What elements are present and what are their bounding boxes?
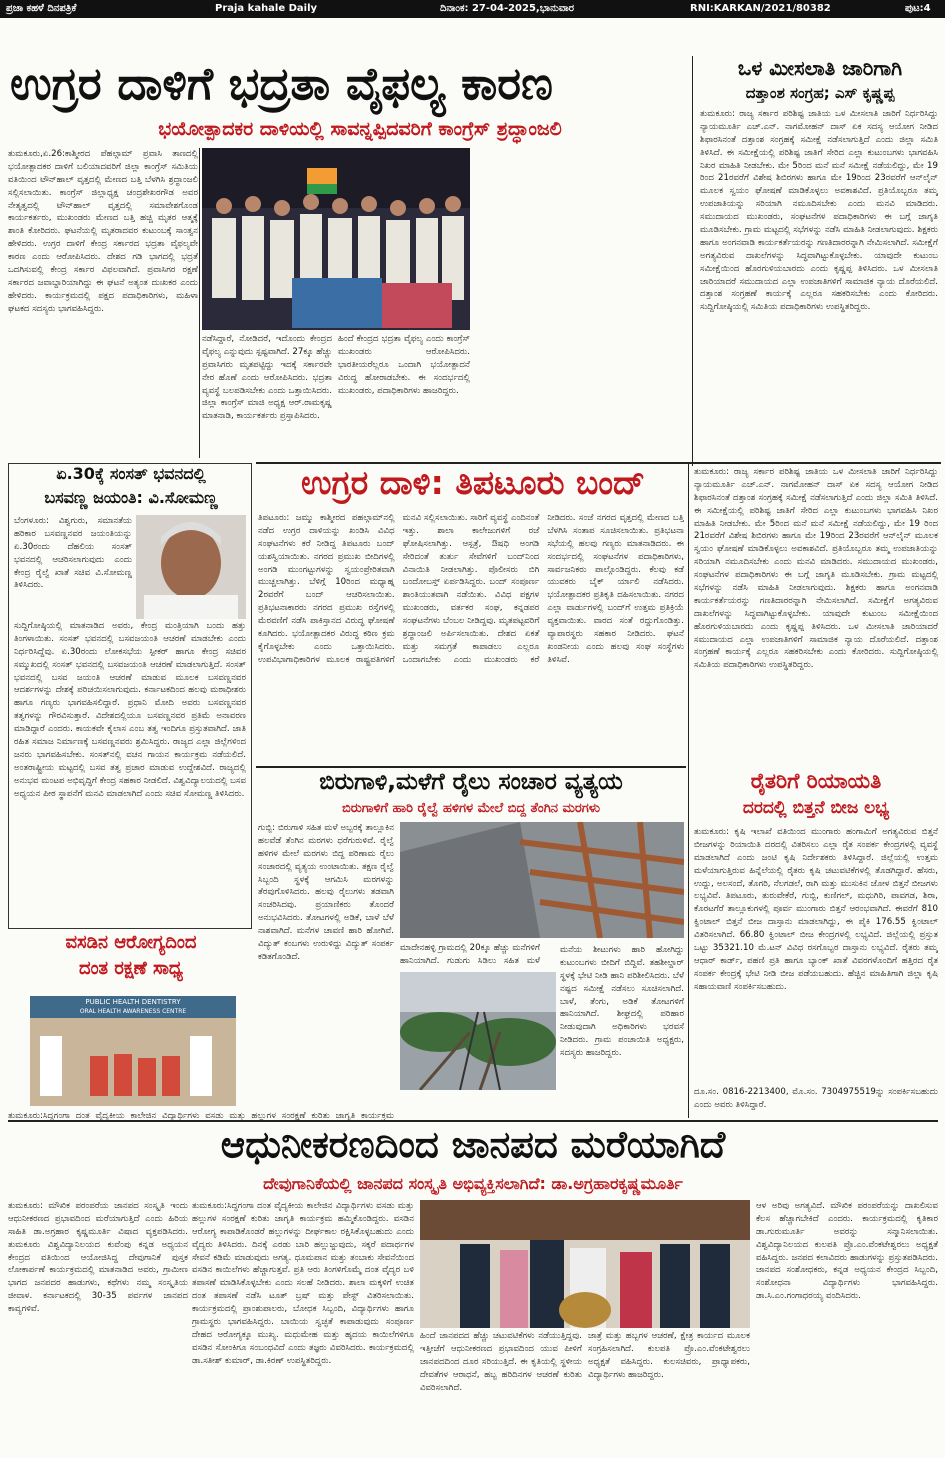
rni-number: RNI:KARKAN/2021/80382 bbox=[690, 3, 831, 14]
dental-headline-2: ದಂತ ರಕ್ಷಣೆ ಸಾಧ್ಯ bbox=[78, 960, 184, 979]
lead-story-col2: ನಡೆಸಿದ್ದಾರೆ, ನೋಡಿದರೆ, ಇದೊಂದು ಕೇಂದ್ರದ ವೈಫಲ್ಯ ಎನ್ನುವುದು ಸ್ಪಷ್ಟವಾಗಿದೆ. 27ಕ್ಕೂ ಹೆಚ್ಚು ಪ್ರವಾಸಿಗರು ಮೃತಪಟ್ಟಿದ್ದು ಇದಕ್ಕೆ ಸರ್ಕಾರವೇ ನೇರ ಹೊಣೆ ಎಂದು ಆರೋಪಿಸಿದರು. ಭದ್ರತಾ ವ್ಯವಸ್ಥೆ ಬಲಪಡಿಸಬೇಕು ಎಂದು ಒತ್ತಾಯಿಸಿದರು. ಜಿಲ್ಲಾ ಕಾಂಗ್ರೆಸ್ ಮಾಜಿ ಅಧ್ಯಕ್ಷ ಆರ್.ರಾಮಕೃಷ್ಣ ಮಾತನಾಡಿ, ಕಾರ್ಯಕರ್ತರು ಪ್ರಸ್ತಾಪಿಸಿದರು. bbox=[202, 334, 332, 422]
congress-tribute-image bbox=[202, 148, 470, 330]
rain-train-subhead: ಬಿರುಗಾಳಿಗೆ ಹಾರಿ ರೈಲ್ವೆ ಹಳಿಗಳ ಮೇಲೆ ಬಿದ್ದ ತೆಂಗಿನ ಮರಗಳು bbox=[341, 802, 601, 816]
dental-story-body: ತುಮಕೂರು:ಸಿದ್ಧಗಂಗಾ ದಂತ ವೈದ್ಯಕೀಯ ಕಾಲೇಜಿನ ವಿದ್ಯಾರ್ಥಿಗಳು ವಸಡು ಮತ್ತು ಹಲ್ಲುಗಳ ಸಂರಕ್ಷಣೆ ಕುರಿತು ಜಾಗೃತಿ ಕಾರ್ಯಕ್ರಮ bbox=[8, 1111, 394, 1120]
fallen-tree-rail-photo bbox=[400, 972, 556, 1090]
basava-headline-1: ಏ.30ಕ್ಕೆ ಸಂಸತ್ ಭವನದಲ್ಲಿ bbox=[56, 466, 206, 483]
page-number: ಪುಟ:4 bbox=[905, 3, 931, 14]
column-rule bbox=[692, 56, 693, 466]
tiptur-bandh-headline: ಉಗ್ರರ ದಾಳಿ: ತಿಪಟೂರು ಬಂದ್ bbox=[300, 466, 646, 502]
dental-banner-subtext: ORAL HEALTH AWARENESS CENTRE bbox=[79, 1008, 187, 1015]
section-rule bbox=[256, 462, 941, 464]
folklore-headline: ಆಧುನೀಕರಣದಿಂದ ಜಾನಪದ ಮರೆಯಾಗಿದೆ bbox=[220, 1126, 726, 1166]
column-rule bbox=[688, 462, 689, 768]
book-release-image bbox=[420, 1200, 750, 1328]
rain-photo-caption: ಮಾದೇನಹಳ್ಳಿ ಗ್ರಾಮದಲ್ಲಿ 20ಕ್ಕೂ ಹೆಚ್ಚು ಮನೆಗಳಿಗೆ ಹಾನಿಯಾಗಿದೆ. ಗುಡುಗು ಸಿಡಿಲು ಸಹಿತ ಮಳೆ bbox=[400, 943, 540, 966]
seed-contact: ದೂ.ಸಂ. 0816-2213400, ಮೊ.ಸಂ. 7304975519ನ್ನು ಸಂಪರ್ಕಿಸಬಹುದು ಎಂದು ಅವರು ತಿಳಿಸಿದ್ದಾರೆ. bbox=[694, 1087, 938, 1110]
congress-tribute-photo bbox=[202, 148, 470, 330]
minister-portrait bbox=[136, 515, 246, 619]
rain-story-col3: ಮನೆಯ ಶೀಟುಗಳು ಹಾರಿ ಹೋಗಿದ್ದು ಕುಟುಂಬಗಳು ಬೀದಿಗೆ ಬಿದ್ದಿವೆ. ತಹಶೀಲ್ದಾರ್ ಸ್ಥಳಕ್ಕೆ ಭೇಟಿ ನೀಡಿ ಹಾನಿ ಪರಿಶೀಲಿಸಿದರು. ಬೆಳೆ ನಷ್ಟದ ಸಮೀಕ್ಷೆ ನಡೆಸಲು ಸೂಚಿಸಲಾಗಿದೆ. ಬಾಳೆ, ತೆಂಗು, ಅಡಿಕೆ ತೋಟಗಳಿಗೆ ಹಾನಿಯಾಗಿದೆ. ಶೀಘ್ರದಲ್ಲಿ ಪರಿಹಾರ ನೀಡುವುದಾಗಿ ಅಧಿಕಾರಿಗಳು ಭರವಸೆ ನೀಡಿದರು. ಗ್ರಾಮ ಪಂಚಾಯಿತಿ ಅಧ್ಯಕ್ಷರು, ಸದಸ್ಯರು ಹಾಜರಿದ್ದರು. bbox=[560, 945, 684, 1059]
basava-story-body: ಸುದ್ದಿಗೋಷ್ಠಿಯಲ್ಲಿ ಮಾತನಾಡಿದ ಅವರು, ಕೇಂದ್ರ ಮಂತ್ರಿಯಾಗಿ ಬಂದು ಹತ್ತು ತಿಂಗಳಾಯಿತು. ಸಂಸತ್ ಭವನದಲ್ಲಿ ಬಸವಜಯಂತಿ ಆಚರಣೆ ಮಾಡಬೇಕು ಎಂದು ನಿರ್ಧರಿಸಿದ್ದೆವು. ಏ.30ರಂದು ಲೋಕಸಭೆಯ ಸ್ಪೀಕರ್ ಹಾಗೂ ಕೇಂದ್ರ ಸಚಿವರ ಸಮ್ಮುಖದಲ್ಲಿ ಸಂಸತ್ ಭವನದಲ್ಲಿ ಬಸವಜಯಂತಿ ಆಚರಣೆ ಮಾಡಲಾಗುತ್ತಿದೆ. ಸಂಸತ್ ಭವನದಲ್ಲಿ ಬಸವ ಜಯಂತಿ ಆಚರಣೆ ಮಾಡುವ ಮೂಲಕ ಬಸವಣ್ಣನವರ ಆದರ್ಶಗಳನ್ನು ದೇಶಕ್ಕೆ ಪರಿಚಯಿಸಲಾಗುವುದು. ಕರ್ನಾಟಕದಿಂದ ಹಲವು ಮಠಾಧೀಶರು ಹಾಗೂ ಗಣ್ಯರು ಭಾಗವಹಿಸಲಿದ್ದಾರೆ. ಪ್ರಧಾನಿ ಮೋದಿ ಅವರು ಬಸವಣ್ಣನವರ ತತ್ವಗಳನ್ನು ಗೌರವಿಸುತ್ತಾರೆ. ವಿದೇಶದಲ್ಲಿಯೂ ಬಸವಣ್ಣನವರ ಪ್ರತಿಮೆ ಅನಾವರಣ ಮಾಡಿದ್ದಾರೆ ಎಂದರು. ಕಾಯಕವೇ ಕೈಲಾಸ ಎಂಬ ತತ್ವ ಇಂದಿಗೂ ಪ್ರಸ್ತುತವಾಗಿದೆ. ಜಾತಿ ರಹಿತ ಸಮಾಜ ನಿರ್ಮಾಣಕ್ಕೆ ಬಸವಣ್ಣನವರು ಶ್ರಮಿಸಿದ್ದರು. ರಾಜ್ಯದ ಎಲ್ಲಾ ಜಿಲ್ಲೆಗಳಿಂದ ಜನರು ಭಾಗವಹಿಸಬೇಕು. ಸಂಸತ್‌ನಲ್ಲಿ ವಚನ ಗಾಯನ ಕಾರ್ಯಕ್ರಮ ನಡೆಯಲಿದೆ. ಅಂತರಾಷ್ಟ್ರೀಯ ಮಟ್ಟದಲ್ಲಿ ಬಸವ ತತ್ವ ಪ್ರಚಾರ ಮಾಡುವ ಉದ್ದೇಶವಿದೆ. ರಾಜ್ಯದಲ್ಲಿ ಅನುಭವ ಮಂಟಪ ಅಭಿವೃದ್ಧಿಗೆ ಕೇಂದ್ರ ಸಹಕಾರ ನೀಡಲಿದೆ. ವಿಶ್ವವಿದ್ಯಾಲಯದಲ್ಲಿ ಬಸವ ಅಧ್ಯಯನ ಪೀಠ ಸ್ಥಾಪನೆಗೆ ಮನವಿ ಮಾಡಲಾಗಿದೆ ಎಂದು ಸಚಿವ ಸೋಮಣ್ಣ ತಿಳಿಸಿದರು. bbox=[14, 621, 246, 799]
section-rule bbox=[256, 766, 686, 768]
damaged-roof-photo bbox=[400, 822, 684, 938]
issue-date: ದಿನಾಂಕ: 27-04-2025,ಭಾನುವಾರ bbox=[440, 3, 575, 14]
reservation-story-continued: ತುಮಕೂರು: ರಾಜ್ಯ ಸರ್ಕಾರ ಪರಿಶಿಷ್ಟ ಜಾತಿಯ ಒಳ ಮೀಸಲಾತಿ ಜಾರಿಗೆ ನಿರ್ಧರಿಸಿದ್ದು ನ್ಯಾಯಮೂರ್ತಿ ಎಚ್.ಎನ್. ನಾಗಮೋಹನ್ ದಾಸ್ ಏಕ ಸದಸ್ಯ ಆಯೋಗ ನೀಡಿದ ಶಿಫಾರಸಿನಂತೆ ದತ್ತಾಂಶ ಸಂಗ್ರಹಕ್ಕೆ ಸಮೀಕ್ಷೆ ನಡೆಸಲಾಗುತ್ತಿದೆ ಎಂದು ಜಿಲ್ಲಾ ಸಮಿತಿ ತಿಳಿಸಿದೆ. ಈ ಸಮೀಕ್ಷೆಯಲ್ಲಿ ಪರಿಶಿಷ್ಟ ಜಾತಿಗೆ ಸೇರಿದ ಎಲ್ಲಾ ಕುಟುಂಬಗಳು ಭಾಗವಹಿಸಿ ನಿಖರ ಮಾಹಿತಿ ನೀಡಬೇಕು. ಮೇ 5ರಿಂದ ಮನೆ ಮನೆ ಸಮೀಕ್ಷೆ ನಡೆಯಲಿದ್ದು, ಮೇ 19 ರಿಂದ 21ರವರೆಗೆ ವಿಶೇಷ ಶಿಬಿರಗಳು ಹಾಗೂ ಮೇ 19ರಿಂದ 23ರವರೆಗೆ ಆನ್‌ಲೈನ್ ಮೂಲಕ ಸ್ವಯಂ ಘೋಷಣೆ ಮಾಡಿಕೊಳ್ಳಲು ಅವಕಾಶವಿದೆ. ಪ್ರತಿಯೊಬ್ಬರೂ ತಮ್ಮ ಉಪಜಾತಿಯನ್ನು ಸರಿಯಾಗಿ ನಮೂದಿಸಬೇಕು ಎಂದು ಮನವಿ ಮಾಡಿದರು. ಸಮುದಾಯದ ಮುಖಂಡರು, ಸಂಘಟನೆಗಳ ಪದಾಧಿಕಾರಿಗಳು ಈ ಬಗ್ಗೆ ಜಾಗೃತಿ ಮೂಡಿಸಬೇಕು. ಗ್ರಾಮ ಮಟ್ಟದಲ್ಲಿ ಸಭೆಗಳನ್ನು ನಡೆಸಿ ಮಾಹಿತಿ ನೀಡಲಾಗುವುದು. ಶಿಕ್ಷಕರು ಹಾಗೂ ಅಂಗನವಾಡಿ ಕಾರ್ಯಕರ್ತೆಯರನ್ನು ಗಣತಿದಾರರನ್ನಾಗಿ ನೇಮಿಸಲಾಗಿದೆ. ಸಮೀಕ್ಷೆಗೆ ಅಗತ್ಯವಿರುವ ದಾಖಲೆಗಳನ್ನು ಸಿದ್ಧವಾಗಿಟ್ಟುಕೊಳ್ಳಬೇಕು. ಯಾವುದೇ ಕುಟುಂಬ ಸಮೀಕ್ಷೆಯಿಂದ ಹೊರಗುಳಿಯಬಾರದು ಎಂದು ಕೃಷ್ಣಪ್ಪ ತಿಳಿಸಿದರು. ಒಳ ಮೀಸಲಾತಿ ಜಾರಿಯಾದರೆ ಸಮುದಾಯದ ಎಲ್ಲಾ ಉಪಜಾತಿಗಳಿಗೆ ಸಾಮಾಜಿಕ ನ್ಯಾಯ ದೊರೆಯಲಿದೆ. ದತ್ತಾಂಶ ಸಂಗ್ರಹಣೆ ಕಾರ್ಯಕ್ಕೆ ಎಲ್ಲರೂ ಸಹಕರಿಸಬೇಕು ಎಂದು ಕೋರಿದರು. ಸುದ್ದಿಗೋಷ್ಠಿಯಲ್ಲಿ ಸಮಿತಿಯ ಪದಾಧಿಕಾರಿಗಳು ಉಪಸ್ಥಿತರಿದ್ದರು. bbox=[694, 467, 938, 671]
reservation-subhead: ದತ್ತಾಂಶ ಸಂಗ್ರಹ; ಎಸ್ ಕೃಷ್ಣಪ್ಪ bbox=[745, 86, 895, 102]
seed-story-body: ತುಮಕೂರು: ಕೃಷಿ ಇಲಾಖೆ ವತಿಯಿಂದ ಮುಂಗಾರು ಹಂಗಾಮಿಗೆ ಅಗತ್ಯವಿರುವ ಬಿತ್ತನೆ ಬೀಜಗಳನ್ನು ರಿಯಾಯಿತಿ ದರದಲ್ಲಿ ವಿತರಿಸಲು ಎಲ್ಲಾ ರೈತ ಸಂಪರ್ಕ ಕೇಂದ್ರಗಳಲ್ಲಿ ವ್ಯವಸ್ಥೆ ಮಾಡಲಾಗಿದೆ ಎಂದು ಜಂಟಿ ಕೃಷಿ ನಿರ್ದೇಶಕರು ತಿಳಿಸಿದ್ದಾರೆ. ಜಿಲ್ಲೆಯಲ್ಲಿ ಉತ್ತಮ ಮಳೆಯಾಗುತ್ತಿರುವ ಹಿನ್ನೆಲೆಯಲ್ಲಿ ರೈತರು ಕೃಷಿ ಚಟುವಟಿಕೆಗಳಲ್ಲಿ ತೊಡಗಿದ್ದಾರೆ. ಹೆಸರು, ಉದ್ದು, ಅಲಸಂದೆ, ತೊಗರಿ, ನೆಲಗಡಲೆ, ರಾಗಿ ಮತ್ತು ಮುಸುಕಿನ ಜೋಳ ಬಿತ್ತನೆ ಬೀಜಗಳು ಲಭ್ಯವಿವೆ. ತಿಪಟೂರು, ತುರುವೇಕೆರೆ, ಗುಬ್ಬಿ, ಕುಣಿಗಲ್, ಮಧುಗಿರಿ, ಪಾವಗಡ, ಶಿರಾ, ಕೊರಟಗೆರೆ ತಾಲ್ಲೂಕುಗಳಲ್ಲಿ ಪೂರ್ವ ಮುಂಗಾರು ಬಿತ್ತನೆ ಆರಂಭವಾಗಿದೆ. ಈವರೆಗೆ 810 ಕ್ವಿಂಟಾಲ್ ಬಿತ್ತನೆ ಬೀಜ ದಾಸ್ತಾನು ಮಾಡಲಾಗಿದ್ದು, ಈ ಪೈಕಿ 176.55 ಕ್ವಿಂಟಾಲ್ ವಿತರಿಸಲಾಗಿದೆ. 66.80 ಕ್ವಿಂಟಾಲ್ ಬೀಜ ಕೇಂದ್ರಗಳಲ್ಲಿ ಲಭ್ಯವಿದೆ. ಜಿಲ್ಲೆಯಲ್ಲಿ ಪ್ರಸ್ತುತ ಒಟ್ಟು 35321.10 ಮೆ.ಟನ್ ವಿವಿಧ ರಸಗೊಬ್ಬರ ದಾಸ್ತಾನು ಲಭ್ಯವಿದೆ. ರೈತರು ತಮ್ಮ ಆಧಾರ್ ಕಾರ್ಡ್, ಪಹಣಿ ಪ್ರತಿ ಹಾಗೂ ಬ್ಯಾಂಕ್ ಖಾತೆ ವಿವರಗಳೊಂದಿಗೆ ಹತ್ತಿರದ ರೈತ ಸಂಪರ್ಕ ಕೇಂದ್ರಕ್ಕೆ ಭೇಟಿ ನೀಡಿ ಬೀಜ ಪಡೆಯಬಹುದು. ಹೆಚ್ಚಿನ ಮಾಹಿತಿಗಾಗಿ ಜಿಲ್ಲಾ ಕೃಷಿ ಸಹಾಯವಾಣಿ ಸಂಪರ್ಕಿಸಬಹುದು. bbox=[694, 827, 938, 992]
lead-story-col1: ತುಮಕೂರು,ಏ.26:ಕಾಶ್ಮೀರದ ಪೆಹಲ್ಗಾಮ್ ಪ್ರವಾಸಿ ತಾಣದಲ್ಲಿ ಭಯೋತ್ಪಾದಕರ ದಾಳಿಗೆ ಬಲಿಯಾದವರಿಗೆ ಜಿಲ್ಲಾ ಕಾಂಗ್ರೆಸ್ ಸಮಿತಿಯ ವತಿಯಿಂದ ಟೌನ್‌ಹಾಲ್ ವೃತ್ತದಲ್ಲಿ ಮೇಣದ ಬತ್ತಿ ಬೆಳಗಿಸಿ ಶ್ರದ್ಧಾಂಜಲಿ ಸಲ್ಲಿಸಲಾಯಿತು. ಕಾಂಗ್ರೆಸ್ ಜಿಲ್ಲಾಧ್ಯಕ್ಷ ಚಂದ್ರಶೇಖರಗೌಡ ಅವರ ನೇತೃತ್ವದಲ್ಲಿ ಟೌನ್‌ಹಾಲ್ ವೃತ್ತದಲ್ಲಿ ಸಮಾವೇಶಗೊಂಡ ಕಾರ್ಯಕರ್ತರು, ಮುಖಂಡರು ಮೇಣದ ಬತ್ತಿ ಹಚ್ಚಿ ಮೃತರ ಆತ್ಮಕ್ಕೆ ಶಾಂತಿ ಕೋರಿದರು. ಘಟನೆಯಲ್ಲಿ ಮೃತರಾದವರ ಕುಟುಂಬಕ್ಕೆ ಸಾಂತ್ವನ ಹೇಳಿದರು. ಉಗ್ರರ ದಾಳಿಗೆ ಕೇಂದ್ರ ಸರ್ಕಾರದ ಭದ್ರತಾ ವೈಫಲ್ಯವೇ ಕಾರಣ ಎಂದು ಆರೋಪಿಸಿದರು. ದೇಶದ ಗಡಿ ಭಾಗದಲ್ಲಿ ಭದ್ರತೆ ಒದಗಿಸುವಲ್ಲಿ ಕೇಂದ್ರ ಸರ್ಕಾರ ವಿಫಲವಾಗಿದೆ. ಪ್ರವಾಸಿಗರ ರಕ್ಷಣೆ ಸರ್ಕಾರದ ಜವಾಬ್ದಾರಿಯಾಗಿದ್ದು ಈ ಘಟನೆ ಅತ್ಯಂತ ದುಃಖಕರ ಎಂದು ಹೇಳಿದರು. ಕಾರ್ಯಕ್ರಮದಲ್ಲಿ ಪಕ್ಷದ ಪದಾಧಿಕಾರಿಗಳು, ಮಹಿಳಾ ಘಟಕದ ಸದಸ್ಯರು ಭಾಗವಹಿಸಿದ್ದರು. bbox=[8, 149, 198, 314]
reservation-headline: ಒಳ ಮೀಸಲಾತಿ ಜಾರಿಗಾಗಿ bbox=[737, 58, 903, 80]
minister-portrait-image bbox=[136, 515, 246, 619]
masthead-strip bbox=[0, 0, 945, 18]
seed-headline-2: ದರದಲ್ಲಿ ಬಿತ್ತನೆ ಬೀಜ ಲಭ್ಯ bbox=[742, 800, 890, 818]
tiptur-bandh-body: ತಿಪಟೂರು: ಜಮ್ಮು ಕಾಶ್ಮೀರದ ಪಹಲ್ಗಾಮ್‌ನಲ್ಲಿ ನಡೆದ ಉಗ್ರರ ದಾಳಿಯನ್ನು ಖಂಡಿಸಿ ವಿವಿಧ ಸಂಘಟನೆಗಳು ಕರೆ ನೀಡಿದ್ದ ತಿಪಟೂರು ಬಂದ್ ಯಶಸ್ವಿಯಾಯಿತು. ನಗರದ ಪ್ರಮುಖ ಬೀದಿಗಳಲ್ಲಿ ಅಂಗಡಿ ಮುಂಗಟ್ಟುಗಳನ್ನು ಸ್ವಯಂಪ್ರೇರಿತವಾಗಿ ಮುಚ್ಚಲಾಗಿತ್ತು. ಬೆಳಿಗ್ಗೆ 10ರಿಂದ ಮಧ್ಯಾಹ್ನ 2ರವರೆಗೆ ಬಂದ್ ಆಚರಿಸಲಾಯಿತು. ಪ್ರತಿಭಟನಾಕಾರರು ನಗರದ ಪ್ರಮುಖ ರಸ್ತೆಗಳಲ್ಲಿ ಮೆರವಣಿಗೆ ನಡೆಸಿ ಪಾಕಿಸ್ತಾನದ ವಿರುದ್ಧ ಘೋಷಣೆ ಕೂಗಿದರು. ಭಯೋತ್ಪಾದಕರ ವಿರುದ್ಧ ಕಠಿಣ ಕ್ರಮ ಕೈಗೊಳ್ಳಬೇಕು ಎಂದು ಒತ್ತಾಯಿಸಿದರು. ಉಪವಿಭಾಗಾಧಿಕಾರಿಗಳ ಮೂಲಕ ರಾಷ್ಟ್ರಪತಿಗಳಿಗೆ ಮನವಿ ಸಲ್ಲಿಸಲಾಯಿತು. ಸಾರಿಗೆ ವ್ಯವಸ್ಥೆ ಎಂದಿನಂತೆ ಇತ್ತು. ಶಾಲಾ ಕಾಲೇಜುಗಳಿಗೆ ರಜೆ ಘೋಷಿಸಲಾಗಿತ್ತು. ಆಸ್ಪತ್ರೆ, ಔಷಧಿ ಅಂಗಡಿ ಸೇರಿದಂತೆ ತುರ್ತು ಸೇವೆಗಳಿಗೆ ಬಂದ್‌ನಿಂದ ವಿನಾಯಿತಿ ನೀಡಲಾಗಿತ್ತು. ಪೊಲೀಸರು ಬಿಗಿ ಬಂದೋಬಸ್ತ್ ಏರ್ಪಡಿಸಿದ್ದರು. ಬಂದ್ ಸಂಪೂರ್ಣ ಶಾಂತಿಯುತವಾಗಿ ನಡೆಯಿತು. ವಿವಿಧ ಪಕ್ಷಗಳ ಮುಖಂಡರು, ವರ್ತಕರ ಸಂಘ, ಕನ್ನಡಪರ ಸಂಘಟನೆಗಳು ಬೆಂಬಲ ನೀಡಿದ್ದವು. ಮೃತಪಟ್ಟವರಿಗೆ ಶ್ರದ್ಧಾಂಜಲಿ ಅರ್ಪಿಸಲಾಯಿತು. ದೇಶದ ಏಕತೆ ಮತ್ತು ಸಮಗ್ರತೆ ಕಾಪಾಡಲು ಎಲ್ಲರೂ ಒಂದಾಗಬೇಕು ಎಂದು ಮುಖಂಡರು ಕರೆ ನೀಡಿದರು. ಸಂಜೆ ನಗರದ ವೃತ್ತದಲ್ಲಿ ಮೇಣದ ಬತ್ತಿ ಬೆಳಗಿಸಿ ಸಂತಾಪ ಸೂಚಿಸಲಾಯಿತು. ಪ್ರತಿಭಟನಾ ಸಭೆಯಲ್ಲಿ ಹಲವು ಗಣ್ಯರು ಮಾತನಾಡಿದರು. ಈ ಸಂದರ್ಭದಲ್ಲಿ ಸಂಘಟನೆಗಳ ಪದಾಧಿಕಾರಿಗಳು, ಸಾರ್ವಜನಿಕರು ಪಾಲ್ಗೊಂಡಿದ್ದರು. ಕೆಲವು ಕಡೆ ಯುವಕರು ಬೈಕ್ ರ್ಯಾಲಿ ನಡೆಸಿದರು. ಭಯೋತ್ಪಾದಕರ ಪ್ರತಿಕೃತಿ ದಹಿಸಲಾಯಿತು. ನಗರದ ಎಲ್ಲಾ ವಾರ್ಡುಗಳಲ್ಲಿ ಬಂದ್‌ಗೆ ಉತ್ತಮ ಪ್ರತಿಕ್ರಿಯೆ ವ್ಯಕ್ತವಾಯಿತು. ವಾರದ ಸಂತೆ ರದ್ದುಗೊಂಡಿತ್ತು. ವ್ಯಾಪಾರಸ್ಥರು ಸಹಕಾರ ನೀಡಿದರು. ಘಟನೆ ಖಂಡನೀಯ ಎಂದು ಹಲವು ಸಂಘ ಸಂಸ್ಥೆಗಳು ತಿಳಿಸಿವೆ. bbox=[258, 513, 684, 665]
lead-subhead: ಭಯೋತ್ಪಾದಕರ ದಾಳಿಯಲ್ಲಿ ಸಾವನ್ನಪ್ಪಿದವರಿಗೆ ಕಾಂಗ್ರೆಸ್ ಶ್ರದ್ಧಾಂಜಲಿ bbox=[158, 120, 562, 140]
dental-story-continued: ತುಮಕೂರು:ಸಿದ್ಧಗಂಗಾ ದಂತ ವೈದ್ಯಕೀಯ ಕಾಲೇಜಿನ ವಿದ್ಯಾರ್ಥಿಗಳು ವಸಡು ಮತ್ತು ಹಲ್ಲುಗಳ ಸಂರಕ್ಷಣೆ ಕುರಿತು ಜಾಗೃತಿ ಕಾರ್ಯಕ್ರಮ ಹಮ್ಮಿಕೊಂಡಿದ್ದರು. ವಸಡಿನ ಆರೋಗ್ಯ ಕಾಪಾಡಿಕೊಂಡರೆ ಹಲ್ಲುಗಳನ್ನು ದೀರ್ಘಕಾಲ ರಕ್ಷಿಸಿಕೊಳ್ಳಬಹುದು ಎಂದು ವೈದ್ಯರು ತಿಳಿಸಿದರು. ದಿನಕ್ಕೆ ಎರಡು ಬಾರಿ ಹಲ್ಲುಜ್ಜುವುದು, ಸಕ್ಕರೆ ಪದಾರ್ಥಗಳ ಸೇವನೆ ಕಡಿಮೆ ಮಾಡುವುದು ಅಗತ್ಯ. ಧೂಮಪಾನ ಮತ್ತು ತಂಬಾಕು ಸೇವನೆಯಿಂದ ವಸಡಿನ ಕಾಯಿಲೆಗಳು ಹೆಚ್ಚಾಗುತ್ತವೆ. ಪ್ರತಿ ಆರು ತಿಂಗಳಿಗೊಮ್ಮೆ ದಂತ ವೈದ್ಯರ ಬಳಿ ತಪಾಸಣೆ ಮಾಡಿಸಿಕೊಳ್ಳಬೇಕು ಎಂದು ಸಲಹೆ ನೀಡಿದರು. ಶಾಲಾ ಮಕ್ಕಳಿಗೆ ಉಚಿತ ದಂತ ತಪಾಸಣೆ ನಡೆಸಿ ಟೂತ್ ಬ್ರಷ್ ಮತ್ತು ಪೇಸ್ಟ್ ವಿತರಿಸಲಾಯಿತು. ಕಾರ್ಯಕ್ರಮದಲ್ಲಿ ಪ್ರಾಂಶುಪಾಲರು, ಬೋಧಕ ಸಿಬ್ಬಂದಿ, ವಿದ್ಯಾರ್ಥಿಗಳು ಹಾಗೂ ಗ್ರಾಮಸ್ಥರು ಭಾಗವಹಿಸಿದ್ದರು. ಬಾಯಿಯ ಸ್ವಚ್ಛತೆ ಕಾಪಾಡುವುದು ಸಂಪೂರ್ಣ ದೇಹದ ಆರೋಗ್ಯಕ್ಕೂ ಮುಖ್ಯ. ಮಧುಮೇಹ ಮತ್ತು ಹೃದಯ ಕಾಯಿಲೆಗಳಿಗೂ ವಸಡಿನ ಸೋಂಕಿಗೂ ಸಂಬಂಧವಿದೆ ಎಂದು ತಜ್ಞರು ವಿವರಿಸಿದರು. ಕಾರ್ಯಕ್ರಮದಲ್ಲಿ ಡಾ.ಸತೀಶ್ ಕುಮಾರ್, ಡಾ.ಕಿರಣ್ ಉಪಸ್ಥಿತರಿದ್ದರು. bbox=[192, 1201, 414, 1366]
damaged-roof-image bbox=[400, 822, 684, 938]
paper-name-english: Praja kahale Daily bbox=[215, 3, 318, 14]
dental-headline-1: ವಸಡಿನ ಆರೋಗ್ಯದಿಂದ bbox=[65, 934, 197, 953]
fallen-tree-rail-image bbox=[400, 972, 556, 1090]
dental-banner-text: PUBLIC HEALTH DENTISTRY bbox=[85, 998, 181, 1006]
folklore-col3: ಜಾತ್ರೆ ಮತ್ತು ಹಬ್ಬಗಳ ಆಚರಣೆ, ಕ್ಷೇತ್ರ ಕಾರ್ಯದ ಮೂಲಕ ಸಂಗ್ರಹಿಸಲಾಗಿದೆ. ಕುಲಪತಿ ಪ್ರೊ.ಎಂ.ವೆಂಕಟೇಶ್ವರಲು ಅಧ್ಯಕ್ಷತೆ ವಹಿಸಿದ್ದರು. ಕುಲಸಚಿವರು, ಪ್ರಾಧ್ಯಾಪಕರು, ವಿದ್ಯಾರ್ಥಿಗಳು ಹಾಜರಿದ್ದರು. bbox=[588, 1331, 750, 1380]
folklore-col2: ಹಿಂದೆ ಜಾನಪದದ ಹೆಚ್ಚು ಚಟುವಟಿಕೆಗಳು ನಡೆಯುತ್ತಿದ್ದವು. ಇತ್ತೀಚೆಗೆ ಆಧುನೀಕರಣದ ಪ್ರಭಾವದಿಂದ ಯುವ ಪೀಳಿಗೆ ಜಾನಪದದಿಂದ ದೂರ ಸರಿಯುತ್ತಿದೆ. ಈ ಕೃತಿಯಲ್ಲಿ ಸ್ಥಳೀಯ ದೇವತೆಗಳ ಆರಾಧನೆ, ಹಬ್ಬ ಹರಿದಿನಗಳ ಆಚರಣೆ ಕುರಿತು ವಿವರಿಸಲಾಗಿದೆ. bbox=[420, 1331, 582, 1393]
basava-intro: ಬೆಂಗಳೂರು: ವಿಶ್ವಗುರು, ಸಮಾನತೆಯ ಹರಿಕಾರ ಬಸವಣ್ಣನವರ ಜಯಂತಿಯನ್ನು ಏ.30ರಂದು ದೆಹಲಿಯ ಸಂಸತ್ ಭವನದಲ್ಲಿ ಆಚರಿಸಲಾಗುವುದು ಎಂದು ಕೇಂದ್ರ ರೈಲ್ವೆ ಖಾತೆ ಸಚಿವ ವಿ.ಸೋಮಣ್ಣ ತಿಳಿಸಿದರು. bbox=[14, 516, 132, 591]
folklore-col1: ತುಮಕೂರು: ಮೌಖಿಕ ಪರಂಪರೆಯ ಜಾನಪದ ಸಂಸ್ಕೃತಿ ಇಂದು ಆಧುನೀಕರಣದ ಪ್ರಭಾವದಿಂದ ಮರೆಯಾಗುತ್ತಿದೆ ಎಂದು ಹಿರಿಯ ಸಾಹಿತಿ ಡಾ.ಅಗ್ರಹಾರ ಕೃಷ್ಣಮೂರ್ತಿ ವಿಷಾದ ವ್ಯಕ್ತಪಡಿಸಿದರು. ತುಮಕೂರು ವಿಶ್ವವಿದ್ಯಾನಿಲಯದ ಕುವೆಂಪು ಕನ್ನಡ ಅಧ್ಯಯನ ಕೇಂದ್ರದ ವತಿಯಿಂದ ಆಯೋಜಿಸಿದ್ದ ದೇವುಗಾನಿಕೆ ಪುಸ್ತಕ ಲೋಕಾರ್ಪಣೆ ಕಾರ್ಯಕ್ರಮದಲ್ಲಿ ಮಾತನಾಡಿದ ಅವರು, ಗ್ರಾಮೀಣ ಭಾಗದ ಜನಪದರ ಹಾಡುಗಳು, ಕಥೆಗಳು ನಮ್ಮ ಸಂಸ್ಕೃತಿಯ ಜೀವಾಳ. ಕರ್ನಾಟಕದಲ್ಲಿ 30-35 ಪರ್ವಗಳ ಜಾನಪದ ಕಾವ್ಯಗಳಿವೆ. bbox=[8, 1201, 188, 1315]
reservation-story-body: ತುಮಕೂರು: ರಾಜ್ಯ ಸರ್ಕಾರ ಪರಿಶಿಷ್ಟ ಜಾತಿಯ ಒಳ ಮೀಸಲಾತಿ ಜಾರಿಗೆ ನಿರ್ಧರಿಸಿದ್ದು ನ್ಯಾಯಮೂರ್ತಿ ಎಚ್.ಎನ್. ನಾಗಮೋಹನ್ ದಾಸ್ ಏಕ ಸದಸ್ಯ ಆಯೋಗ ನೀಡಿದ ಶಿಫಾರಸಿನಂತೆ ದತ್ತಾಂಶ ಸಂಗ್ರಹಕ್ಕೆ ಸಮೀಕ್ಷೆ ನಡೆಸಲಾಗುತ್ತಿದೆ ಎಂದು ಜಿಲ್ಲಾ ಸಮಿತಿ ತಿಳಿಸಿದೆ. ಈ ಸಮೀಕ್ಷೆಯಲ್ಲಿ ಪರಿಶಿಷ್ಟ ಜಾತಿಗೆ ಸೇರಿದ ಎಲ್ಲಾ ಕುಟುಂಬಗಳು ಭಾಗವಹಿಸಿ ನಿಖರ ಮಾಹಿತಿ ನೀಡಬೇಕು. ಮೇ 5ರಿಂದ ಮನೆ ಮನೆ ಸಮೀಕ್ಷೆ ನಡೆಯಲಿದ್ದು, ಮೇ 19 ರಿಂದ 21ರವರೆಗೆ ವಿಶೇಷ ಶಿಬಿರಗಳು ಹಾಗೂ ಮೇ 19ರಿಂದ 23ರವರೆಗೆ ಆನ್‌ಲೈನ್ ಮೂಲಕ ಸ್ವಯಂ ಘೋಷಣೆ ಮಾಡಿಕೊಳ್ಳಲು ಅವಕಾಶವಿದೆ. ಪ್ರತಿಯೊಬ್ಬರೂ ತಮ್ಮ ಉಪಜಾತಿಯನ್ನು ಸರಿಯಾಗಿ ನಮೂದಿಸಬೇಕು ಎಂದು ಮನವಿ ಮಾಡಿದರು. ಸಮುದಾಯದ ಮುಖಂಡರು, ಸಂಘಟನೆಗಳ ಪದಾಧಿಕಾರಿಗಳು ಈ ಬಗ್ಗೆ ಜಾಗೃತಿ ಮೂಡಿಸಬೇಕು. ಗ್ರಾಮ ಮಟ್ಟದಲ್ಲಿ ಸಭೆಗಳನ್ನು ನಡೆಸಿ ಮಾಹಿತಿ ನೀಡಲಾಗುವುದು. ಶಿಕ್ಷಕರು ಹಾಗೂ ಅಂಗನವಾಡಿ ಕಾರ್ಯಕರ್ತೆಯರನ್ನು ಗಣತಿದಾರರನ್ನಾಗಿ ನೇಮಿಸಲಾಗಿದೆ. ಸಮೀಕ್ಷೆಗೆ ಅಗತ್ಯವಿರುವ ದಾಖಲೆಗಳನ್ನು ಸಿದ್ಧವಾಗಿಟ್ಟುಕೊಳ್ಳಬೇಕು. ಯಾವುದೇ ಕುಟುಂಬ ಸಮೀಕ್ಷೆಯಿಂದ ಹೊರಗುಳಿಯಬಾರದು ಎಂದು ಕೃಷ್ಣಪ್ಪ ತಿಳಿಸಿದರು. ಒಳ ಮೀಸಲಾತಿ ಜಾರಿಯಾದರೆ ಸಮುದಾಯದ ಎಲ್ಲಾ ಉಪಜಾತಿಗಳಿಗೆ ಸಾಮಾಜಿಕ ನ್ಯಾಯ ದೊರೆಯಲಿದೆ. ದತ್ತಾಂಶ ಸಂಗ್ರಹಣೆ ಕಾರ್ಯಕ್ಕೆ ಎಲ್ಲರೂ ಸಹಕರಿಸಬೇಕು ಎಂದು ಕೋರಿದರು. ಸುದ್ದಿಗೋಷ್ಠಿಯಲ್ಲಿ ಸಮಿತಿಯ ಪದಾಧಿಕಾರಿಗಳು ಉಪಸ್ಥಿತರಿದ್ದರು. bbox=[700, 109, 938, 313]
rain-train-headline: ಬಿರುಗಾಳಿ,ಮಳೆಗೆ ರೈಲು ಸಂಚಾರ ವ್ಯತ್ಯಯ bbox=[319, 770, 623, 795]
basava-headline-2: ಬಸವಣ್ಣ ಜಯಂತಿ: ವಿ.ಸೋಮಣ್ಣ bbox=[44, 490, 218, 507]
folklore-subhead: ದೇವುಗಾನಿಕೆಯಲ್ಲಿ ಜಾನಪದ ಸಂಸ್ಕೃತಿ ಅಭಿವ್ಯಕ್ತಿಸಲಾಗಿದೆ: ಡಾ.ಅಗ್ರಹಾರಕೃಷ್ಣಮೂರ್ತಿ bbox=[263, 1176, 683, 1193]
section-rule bbox=[8, 1120, 938, 1122]
rain-story-col1: ಗುಬ್ಬಿ: ಬಿರುಗಾಳಿ ಸಹಿತ ಮಳೆ ಅಬ್ಬರಕ್ಕೆ ತಾಲ್ಲೂಕಿನ ಹಲವೆಡೆ ತೆಂಗಿನ ಮರಗಳು ಧರೆಗುರುಳಿವೆ. ರೈಲ್ವೆ ಹಳಿಗಳ ಮೇಲೆ ಮರಗಳು ಬಿದ್ದ ಪರಿಣಾಮ ರೈಲು ಸಂಚಾರದಲ್ಲಿ ವ್ಯತ್ಯಯ ಉಂಟಾಯಿತು. ತಕ್ಷಣ ರೈಲ್ವೆ ಸಿಬ್ಬಂದಿ ಸ್ಥಳಕ್ಕೆ ಆಗಮಿಸಿ ಮರಗಳನ್ನು ತೆರವುಗೊಳಿಸಿದರು. ಹಲವು ರೈಲುಗಳು ತಡವಾಗಿ ಸಂಚರಿಸಿದವು. ಪ್ರಯಾಣಿಕರು ತೊಂದರೆ ಅನುಭವಿಸಿದರು. ತೋಟಗಳಲ್ಲಿ ಅಡಿಕೆ, ಬಾಳೆ ಬೆಳೆ ನಾಶವಾಗಿದೆ. ಮನೆಗಳ ಚಾವಣಿ ಹಾರಿ ಹೋಗಿವೆ. ವಿದ್ಯುತ್ ಕಂಬಗಳು ಉರುಳಿದ್ದು ವಿದ್ಯುತ್ ಸಂಪರ್ಕ ಕಡಿತಗೊಂಡಿದೆ. bbox=[258, 823, 394, 962]
column-rule bbox=[688, 768, 689, 1118]
lead-story-col3: ಹಿಂದೆ ಕೇಂದ್ರದ ಭದ್ರತಾ ವೈಫಲ್ಯ ಎಂದು ಕಾಂಗ್ರೆಸ್ ಮುಖಂಡರು ಆರೋಪಿಸಿದರು. ಭಾರತೀಯರೆಲ್ಲರೂ ಒಂದಾಗಿ ಭಯೋತ್ಪಾದನೆ ವಿರುದ್ಧ ಹೋರಾಡಬೇಕು. ಈ ಸಂದರ್ಭದಲ್ಲಿ ಮುಖಂಡರು, ಪದಾಧಿಕಾರಿಗಳು ಹಾಜರಿದ್ದರು. bbox=[338, 334, 470, 396]
paper-name-kannada: ಪ್ರಜಾ ಕಹಳೆ ದಿನಪತ್ರಿಕೆ bbox=[6, 3, 77, 14]
lead-headline: ಉಗ್ರರ ದಾಳಿಗೆ ಭದ್ರತಾ ವೈಫಲ್ಯ ಕಾರಣ bbox=[10, 60, 553, 110]
book-release-photo bbox=[420, 1200, 750, 1328]
column-rule bbox=[199, 148, 200, 458]
seed-headline-1: ರೈತರಿಗೆ ರಿಯಾಯತಿ bbox=[750, 770, 882, 793]
folklore-col4: ಆಳ ಅರಿವು ಅಗತ್ಯವಿದೆ. ಮೌಖಿಕ ಪರಂಪರೆಯನ್ನು ದಾಖಲಿಸುವ ಕೆಲಸ ಹೆಚ್ಚಾಗಬೇಕಿದೆ ಎಂದರು. ಕಾರ್ಯಕ್ರಮದಲ್ಲಿ ಕೃತಿಕಾರ ಡಾ.ಗುರುಮೂರ್ತಿ ಅವರನ್ನು ಸನ್ಮಾನಿಸಲಾಯಿತು. ವಿಶ್ವವಿದ್ಯಾನಿಲಯದ ಕುಲಪತಿ ಪ್ರೊ.ಎಂ.ವೆಂಕಟೇಶ್ವರಲು ಅಧ್ಯಕ್ಷತೆ ವಹಿಸಿದ್ದರು. ಜನಪದ ಕಲಾವಿದರು ಹಾಡುಗಳನ್ನು ಪ್ರಸ್ತುತಪಡಿಸಿದರು. ಜಾನಪದ ಸಂಶೋಧಕರು, ಕನ್ನಡ ಅಧ್ಯಯನ ಕೇಂದ್ರದ ಸಿಬ್ಬಂದಿ, ಸಂಶೋಧನಾ ವಿದ್ಯಾರ್ಥಿಗಳು ಭಾಗವಹಿಸಿದ್ದರು. ಡಾ.ಸಿ.ಎಂ.ಗಂಗಾಧರಯ್ಯ ವಂದಿಸಿದರು. bbox=[756, 1201, 938, 1302]
